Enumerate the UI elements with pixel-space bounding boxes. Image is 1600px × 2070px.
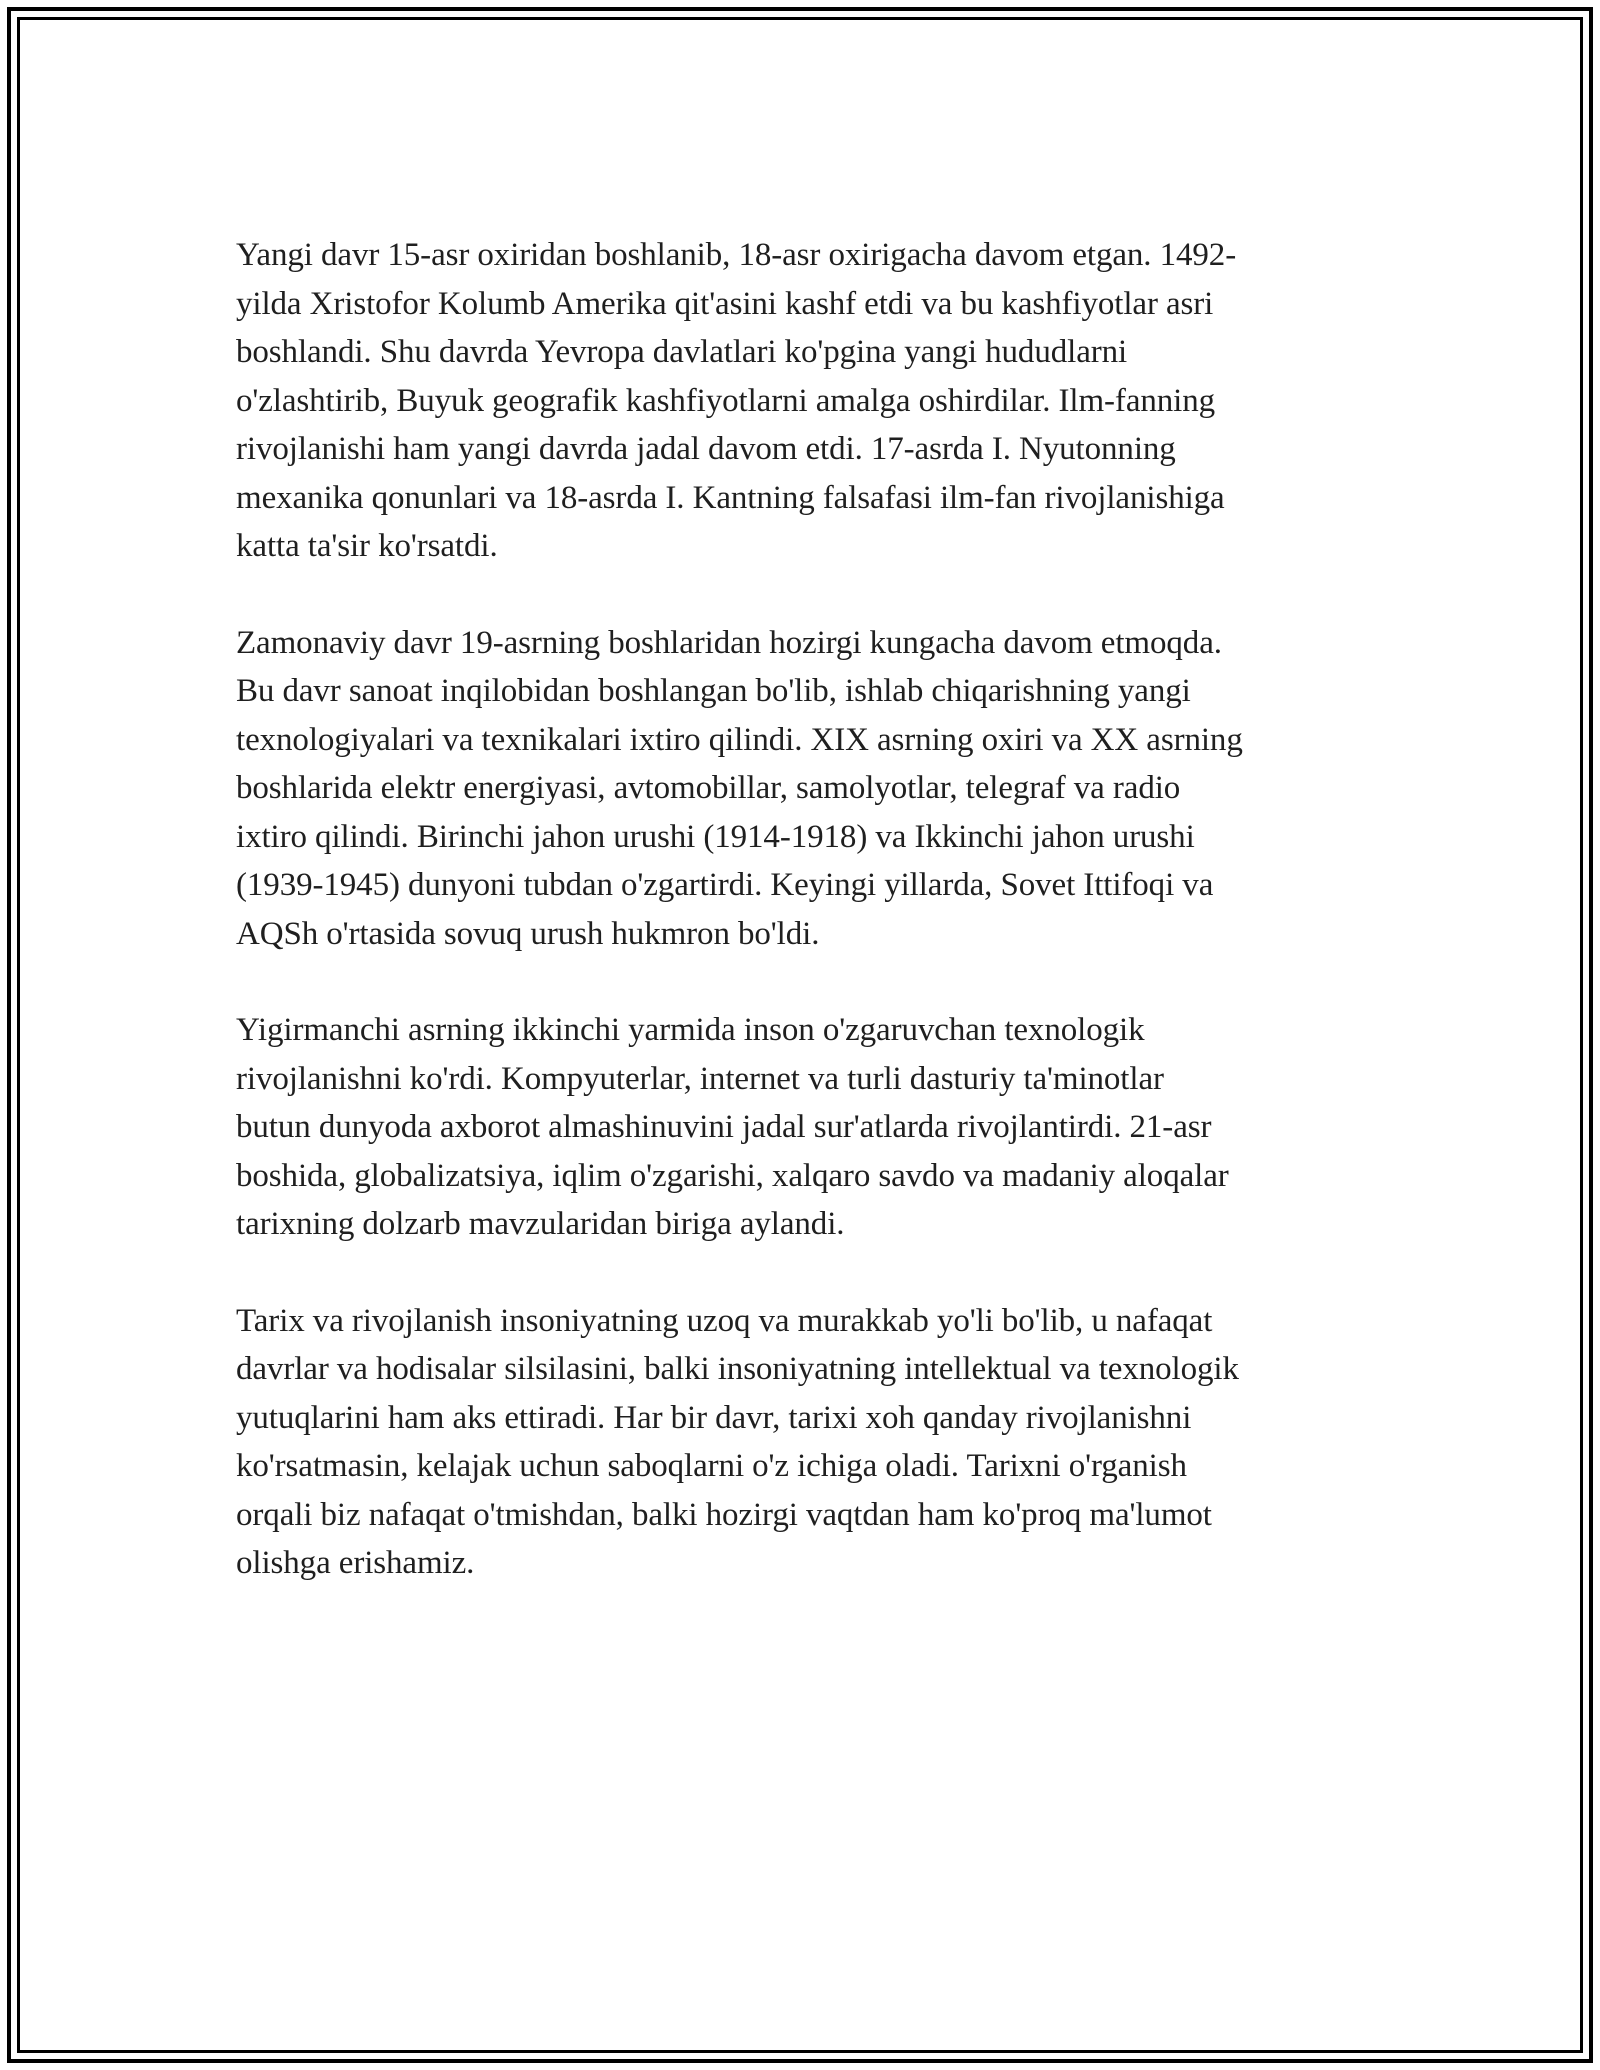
paragraph-4: Tarix va rivojlanish insoniyatning uzoq va murakkab yo'li bo'lib, u nafaqat davrlar va hodisalar silsilasini, balki insoniyatning intellektual va texnologik yutuqlarini ham aks ettiradi. Har bir davr, tarixi xoh qanday rivojlanishni ko'rsatmasin, kelajak uchun saboqlarni o'z ichiga oladi. Tarixni o'rganish orqali biz nafaqat o'tmishdan, balki hozirgi vaqtdan ham ko'proq ma'lumot olishga erishamiz. xyxy=(236,1302,1239,1581)
paragraph-1: Yangi davr 15-asr oxiridan boshlanib, 18-asr oxirigacha davom etgan. 1492- yilda Xristofor Kolumb Amerika qit'asini kashf etdi va bu kashfiyotlar asri boshlandi. Shu davrda Yevropa davlatlari ko'pgina yangi hududlarni o'zlashtirib, Buyuk geografik kashfiyotlarni amalga oshirdilar. Ilm-fanning rivojlanishi ham yangi davrda jadal davom etdi. 17-asrda I. Nyutonning mexanika qonunlari va 18-asrda I. Kantning falsafasi ilm-fan rivojlanishiga katta ta'sir ko'rsatdi. xyxy=(236,237,1237,564)
paragraph-2: Zamonaviy davr 19-asrning boshlaridan hozirgi kungacha davom etmoqda. Bu davr sanoat inqilobidan boshlangan bo'lib, ishlab chiqarishning yangi texnologiyalari va texnikalari ixtiro qilindi. XIX asrning oxiri va XX asrning boshlarida elektr energiyasi, avtomobillar, samolyotlar, telegraf va radio ixtiro qilindi. Birinchi jahon urushi (1914-1918) va Ikkinchi jahon urushi (1939-1945) dunyoni tubdan o'zgartirdi. Keyingi yillarda, Sovet Ittifoqi va AQSh o'rtasida sovuq urush hukmron bo'ldi. xyxy=(236,624,1243,952)
document-body xyxy=(236,231,1376,1636)
paragraph-3: Yigirmanchi asrning ikkinchi yarmida inson o'zgaruvchan texnologik rivojlanishni ko'rdi. Kompyuterlar, internet va turli dasturiy ta'minotlar butun dunyoda axborot almashinuvini jadal sur'atlarda rivojlantirdi. 21-asr boshida, globalizatsiya, iqlim o'zgarishi, xalqaro savdo va madaniy aloqalar tarixning dolzarb mavzularidan biriga aylandi. xyxy=(236,1012,1229,1242)
